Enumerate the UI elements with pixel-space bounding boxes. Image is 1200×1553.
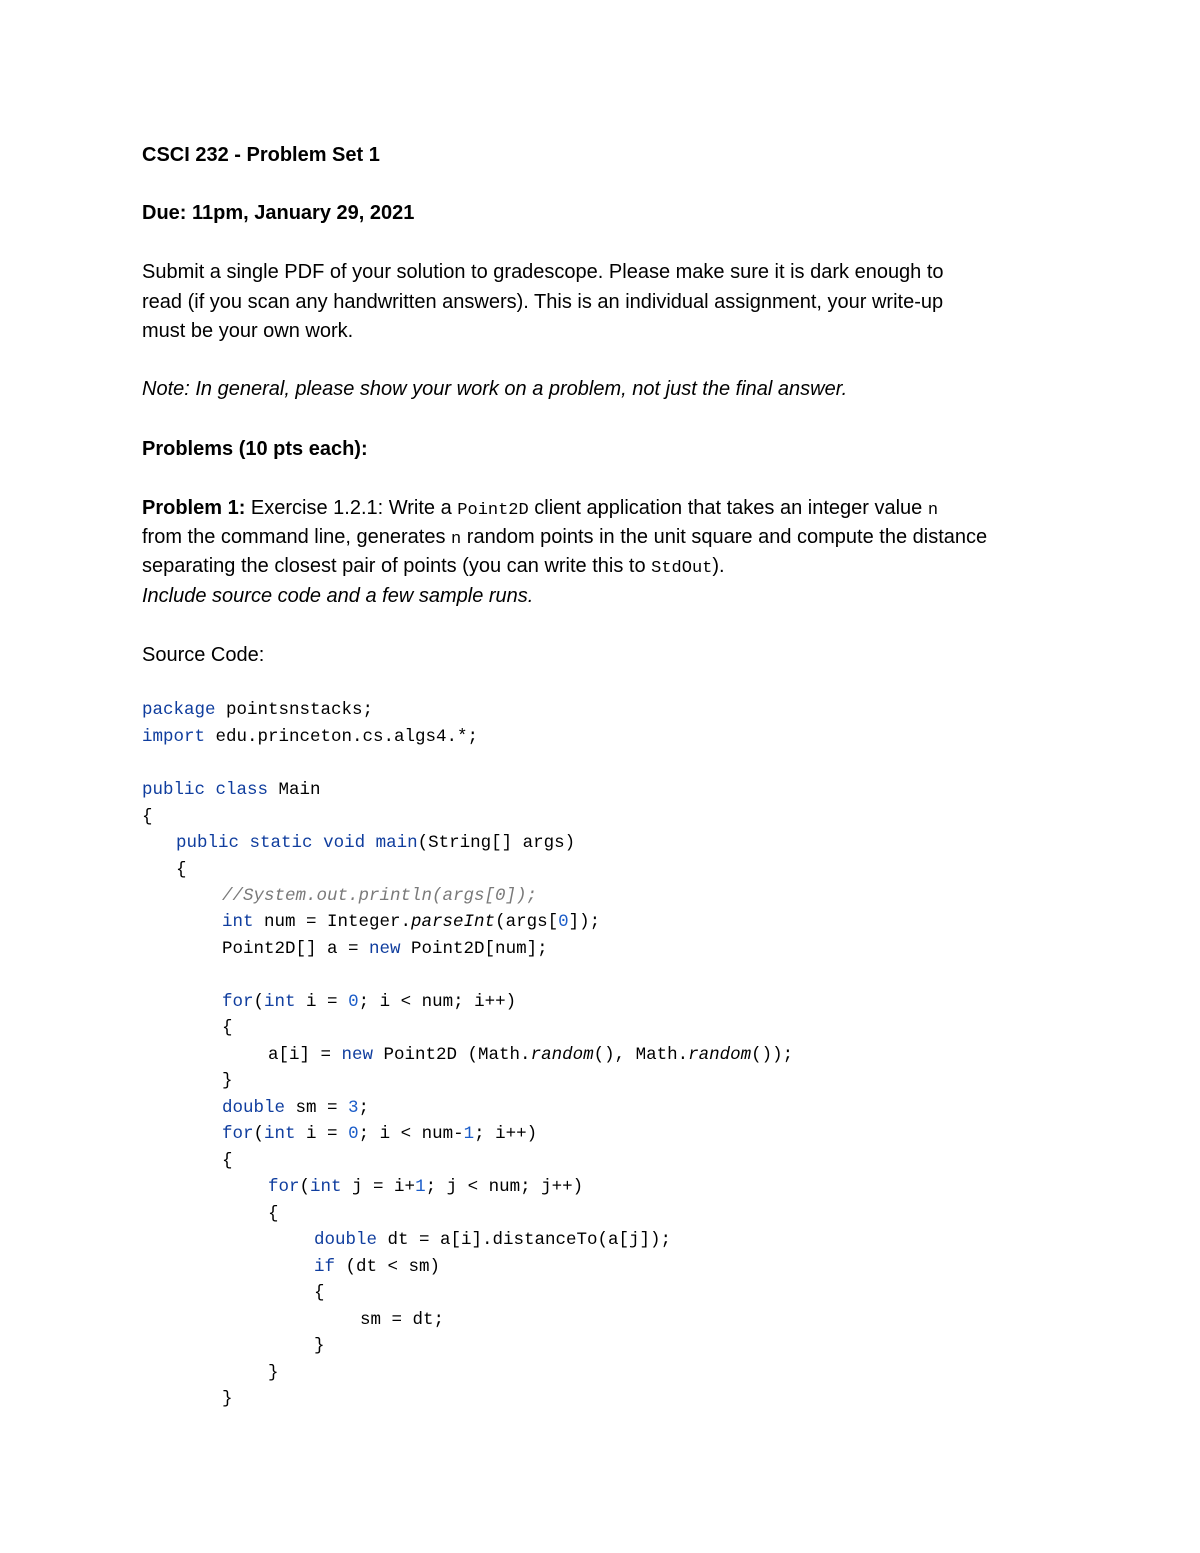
inline-code: StdOut <box>651 559 713 578</box>
problem-1-line-2 <box>142 525 987 552</box>
code-line: public class Main <box>142 780 321 800</box>
code-line: double dt = a[i].distanceTo(a[j]); <box>314 1230 672 1250</box>
code-line: public static void main(String[] args) <box>176 833 576 853</box>
code-line: { <box>142 807 153 827</box>
code-line: } <box>314 1336 325 1356</box>
problem-1-text: separating the closest pair of points (you can write this to <box>142 555 652 577</box>
problem-1-text: client application that takes an integer value <box>528 497 928 519</box>
code-line: { <box>268 1204 279 1224</box>
problem-1-text: from the command line, generates <box>142 526 452 548</box>
code-line: { <box>314 1283 325 1303</box>
inline-code: Point2D <box>457 501 529 520</box>
due-date: Due: 11pm, January 29, 2021 <box>142 202 415 224</box>
code-line: for(int i = 0; i < num-1; i++) <box>222 1124 538 1144</box>
source-code-label: Source Code: <box>142 644 265 666</box>
problems-heading: Problems (10 pts each): <box>142 438 368 460</box>
problem-1-text: random points in the unit square and compute the distance <box>461 526 988 548</box>
code-line: { <box>222 1018 233 1038</box>
code-line: } <box>222 1071 233 1091</box>
instructions-line-2: read (if you scan any handwritten answers). This is an individual assignment, your write-up <box>142 291 944 313</box>
code-comment: //System.out.println(args[0]); <box>222 886 538 906</box>
inline-code: n <box>927 501 939 520</box>
inline-code: n <box>451 530 462 549</box>
code-line: for(int i = 0; i < num; i++) <box>222 992 517 1012</box>
problem-1-label: Problem 1: <box>142 497 246 519</box>
instructions-line-1: Submit a single PDF of your solution to gradescope. Please make sure it is dark enough to <box>142 261 944 283</box>
problem-1-text: ). <box>712 555 725 577</box>
problem-1-include-note: Include source code and a few sample runs. <box>142 585 534 607</box>
code-line: a[i] = new Point2D (Math.random(), Math.random()); <box>268 1045 794 1065</box>
code-line: } <box>222 1389 233 1409</box>
code-line: int num = Integer.parseInt(args[0]); <box>222 912 601 932</box>
code-line: if (dt < sm) <box>314 1257 441 1277</box>
code-line: Point2D[] a = new Point2D[num]; <box>222 939 548 959</box>
code-line: import edu.princeton.cs.algs4.*; <box>142 727 479 747</box>
code-line: sm = dt; <box>360 1310 445 1330</box>
problem-1-line-1 <box>142 496 938 523</box>
instructions-line-3: must be your own work. <box>142 320 354 342</box>
code-line: { <box>176 860 187 880</box>
problem-1-line-3 <box>142 554 725 581</box>
code-line: for(int j = i+1; j < num; j++) <box>268 1177 584 1197</box>
code-line: double sm = 3; <box>222 1098 370 1118</box>
document-title: CSCI 232 - Problem Set 1 <box>142 144 380 166</box>
code-line: } <box>268 1363 279 1383</box>
note-text: Note: In general, please show your work on a problem, not just the final answer. <box>142 378 848 400</box>
code-line: { <box>222 1151 233 1171</box>
problem-1-text: Exercise 1.2.1: Write a <box>245 497 458 519</box>
code-line: package pointsnstacks; <box>142 700 374 720</box>
